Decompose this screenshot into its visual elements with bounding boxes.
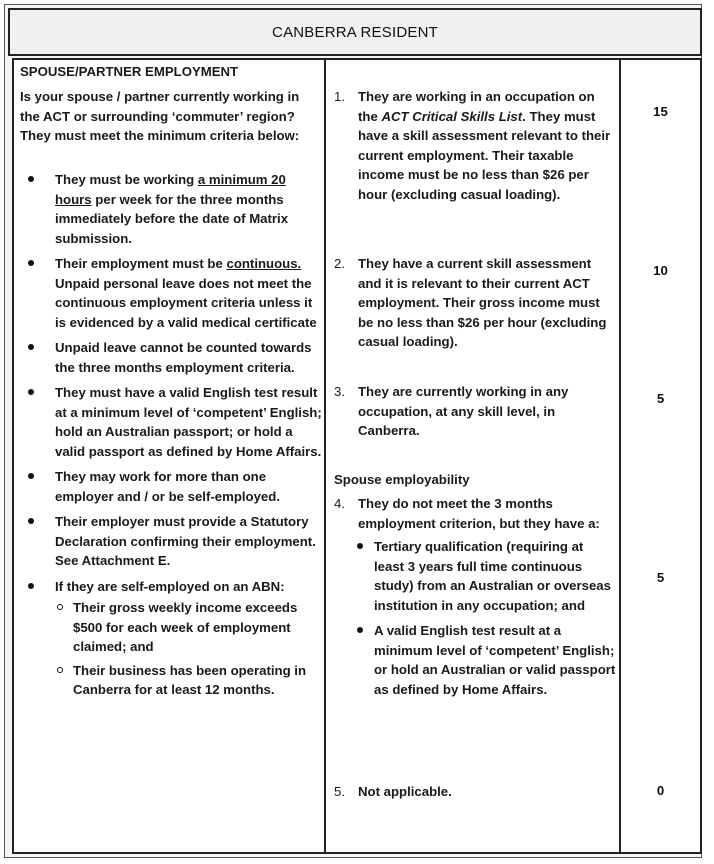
option-number: 3. — [334, 384, 345, 399]
option-text: Not applicable. — [358, 784, 452, 799]
requirements-column — [14, 60, 326, 852]
circle-bullet-icon — [57, 667, 63, 673]
points-value: 0 — [656, 783, 665, 798]
points-value: 5 — [656, 391, 665, 406]
option-number: 5. — [334, 784, 345, 799]
bullet-icon — [28, 389, 34, 395]
option-4-list — [354, 537, 616, 699]
criteria-table — [12, 58, 702, 854]
table-title-text: CANBERRA RESIDENT — [272, 23, 438, 41]
sub-list — [55, 598, 322, 700]
option-5 — [334, 782, 616, 802]
bullet-icon — [28, 518, 34, 524]
spouse-employability-label: Spouse employability — [334, 472, 470, 487]
option-number: 1. — [334, 89, 345, 104]
list-item: Their employer must provide a Statutory Declaration confirming their employment. See Attachment E. — [20, 512, 322, 571]
option-1 — [334, 87, 616, 204]
intro-text: Is your spouse / partner currently working in the ACT or surrounding ‘commuter’ region? They must meet the minimum criteria below: — [20, 89, 300, 143]
list-item: A valid English test result at a minimum level of ‘competent’ English; or hold an Australian or valid passport as defined by Home Affairs. — [354, 621, 616, 699]
list-item: Their employment must be continuous. Unpaid personal leave does not meet the continuous employment criteria unless it is evidenced by a valid medical certificate — [20, 254, 322, 332]
option-4 — [334, 494, 616, 705]
option-number: 4. — [334, 496, 345, 511]
points-value: 5 — [656, 570, 665, 585]
option-text: They are working in an occupation on the ACT Critical Skills List. They must have a skill assessment relevant to their current employment. Their taxable income must be no less than $26 per hour (excluding casual loading). — [358, 89, 611, 202]
option-text: They do not meet the 3 months employment criterion, but they have a: — [358, 496, 600, 531]
bullet-icon — [28, 176, 34, 182]
points-column — [621, 60, 700, 852]
bullet-icon — [28, 344, 34, 350]
bullet-icon — [357, 543, 363, 549]
sub-list-item: Their business has been operating in Canberra for at least 12 months. — [55, 661, 322, 700]
sub-list-item: Their gross weekly income exceeds $500 for each week of employment claimed; and — [55, 598, 322, 657]
criteria-list — [20, 170, 322, 706]
list-item: If they are self-employed on an ABN: Their gross weekly income exceeds $500 for each week of employment claimed; and Their business has been operating in Canberra for at least 12 months. — [20, 577, 322, 700]
bullet-icon — [357, 627, 363, 633]
circle-bullet-icon — [57, 604, 63, 610]
list-item: They may work for more than one employer and / or be self-employed. — [20, 467, 322, 506]
options-column — [326, 60, 621, 852]
points-value: 15 — [653, 104, 668, 119]
option-2 — [334, 254, 616, 352]
list-item: They must have a valid English test result at a minimum level of ‘competent’ English; hold an Australian passport; or hold a valid passport as defined by Home Affairs. — [20, 383, 322, 461]
list-item: They must be working a minimum 20 hours per week for the three months immediately before the date of Matrix submission. — [20, 170, 322, 248]
option-3 — [334, 382, 616, 441]
bullet-icon — [28, 473, 34, 479]
section-heading: SPOUSE/PARTNER EMPLOYMENT — [20, 64, 239, 79]
list-item: Tertiary qualification (requiring at least 3 years full time continuous study) from an Australian or overseas institution in any occupation; and — [354, 537, 616, 615]
list-item: Unpaid leave cannot be counted towards the three months employment criteria. — [20, 338, 322, 377]
table-title — [8, 8, 702, 56]
option-text: They are currently working in any occupation, at any skill level, in Canberra. — [358, 384, 569, 438]
bullet-icon — [28, 260, 34, 266]
option-text: They have a current skill assessment and it is relevant to their current ACT employment. Their gross income must be no less than $26 per hour (excluding casual loading). — [358, 256, 607, 349]
points-value: 10 — [653, 263, 668, 278]
option-number: 2. — [334, 256, 345, 271]
bullet-icon — [28, 583, 34, 589]
